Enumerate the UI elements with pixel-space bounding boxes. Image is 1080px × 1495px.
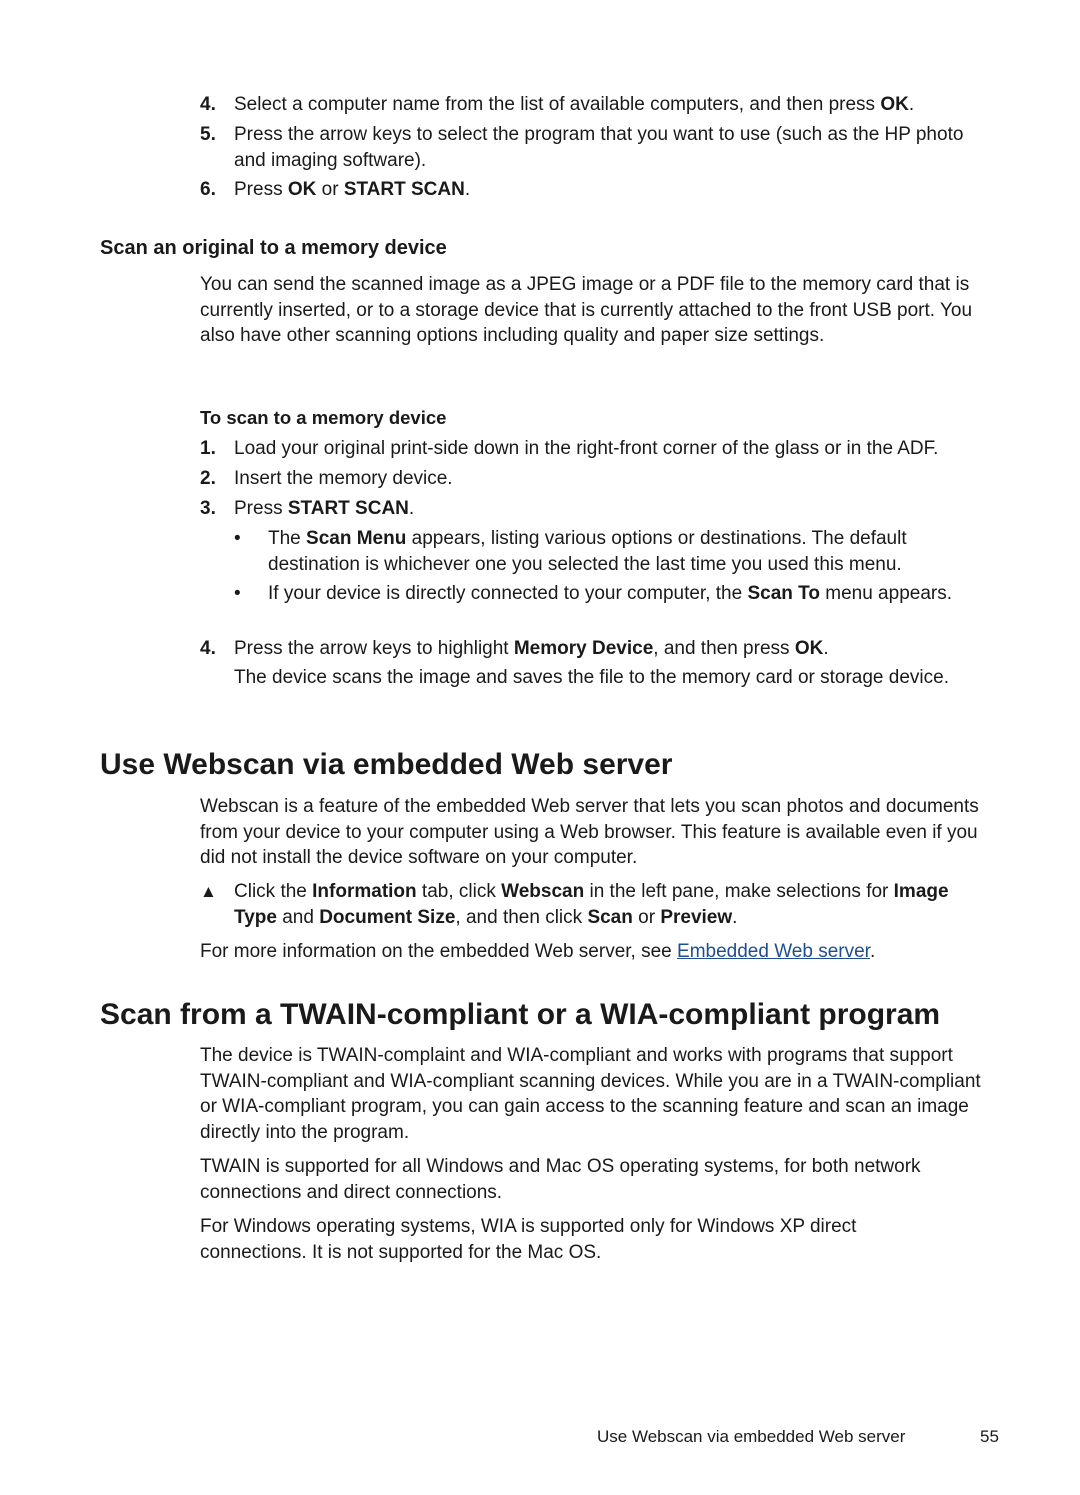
step-text-bold: OK — [794, 638, 824, 659]
step-number: 1. — [200, 438, 216, 459]
step-text-part: Press — [234, 498, 288, 519]
triangle-marker-icon: ▲ — [200, 882, 217, 901]
step-6-top — [200, 177, 1010, 203]
subheading-memory-steps: To scan to a memory device — [200, 407, 447, 428]
step-text-part: , and then press — [653, 638, 795, 659]
step-text-part: Press — [234, 179, 288, 200]
step-4-top — [200, 92, 1010, 118]
step-text-part: or — [632, 906, 661, 928]
step-text-bold: OK — [880, 94, 909, 115]
memory-step-4-note: The device scans the image and saves the file to the memory card or storage device. — [234, 667, 949, 688]
webscan-intro: Webscan is a feature of the embedded Web server that lets you scan photos and documents from your device to your computer using a Web browser. This feature is available even if you did not install the device software on your computer. — [200, 796, 979, 868]
bullet-text-bold: Scan Menu — [306, 528, 407, 549]
bullet-text — [268, 581, 954, 607]
step-text-bold: Information — [312, 881, 417, 902]
step-text-part: Click the — [234, 881, 313, 902]
step-text-part: or — [316, 179, 344, 200]
bullet-text-part: The — [268, 528, 307, 549]
step-number: 5. — [200, 124, 216, 145]
step-text — [234, 636, 1010, 662]
memory-step-2 — [200, 466, 1010, 492]
step-number: 4. — [200, 94, 216, 115]
embedded-web-server-link[interactable]: Embedded Web server — [677, 941, 870, 962]
step-text: Load your original print-side down in the right-front corner of the glass or in the ADF. — [234, 438, 939, 459]
bullet-text-bold: Scan To — [747, 583, 820, 604]
webscan-more-info — [200, 939, 1000, 965]
step-text — [234, 496, 1010, 522]
bullet-text-part: appears, listing various options or destinations. The default destination is whichever one you selected the last time you used this menu. — [268, 528, 907, 575]
step-text-part: . — [464, 179, 471, 200]
step-text-part: . — [408, 498, 415, 519]
twain-paragraph-2: TWAIN is supported for all Windows and Mac OS operating systems, for both network connections and direct connections. — [200, 1156, 921, 1203]
step-text-bold: Image Type — [234, 881, 949, 928]
footer-title: Use Webscan via embedded Web server — [597, 1427, 906, 1446]
bullet-text-part: menu appears. — [819, 583, 952, 604]
step-5-top — [200, 122, 980, 173]
step-number: 2. — [200, 468, 216, 489]
step-text-part: . — [823, 638, 829, 659]
step-text-part: , and then click — [455, 906, 588, 928]
twain-paragraph-1: The device is TWAIN-complaint and WIA-compliant and works with programs that support TWAIN-compliant and WIA-compliant scanning devices. While you are in a TWAIN-compliant or WIA-compliant program, you can gain access to the scanning feature and scan an image directly into the program. — [200, 1045, 981, 1143]
step-number: 6. — [200, 179, 216, 200]
bullet-text-part: If your device is directly connected to your computer, the — [268, 583, 748, 604]
memory-bullet-1 — [234, 526, 974, 577]
memory-step-4 — [200, 636, 1010, 662]
step-text-bold: Memory Device — [513, 638, 654, 659]
more-info-text: For more information on the embedded Web server, see — [200, 941, 678, 962]
twain-paragraph-3: For Windows operating systems, WIA is supported only for Windows XP direct connections. It is not supported for the Mac OS. — [200, 1216, 857, 1263]
step-text-bold: Document Size — [319, 906, 456, 928]
memory-step-3 — [200, 496, 1010, 522]
bullet-marker: • — [234, 528, 241, 549]
step-text-part: Press the arrow keys to highlight — [234, 638, 514, 659]
step-text: Press the arrow keys to select the program that you want to use (such as the HP photo and imaging software). — [234, 124, 964, 171]
section-heading-webscan: Use Webscan via embedded Web server — [100, 748, 673, 781]
step-text — [234, 92, 1010, 118]
section-heading-memory: Scan an original to a memory device — [100, 237, 447, 259]
more-info-text: . — [869, 941, 876, 962]
step-number: 4. — [200, 638, 216, 659]
step-text-bold: Webscan — [501, 881, 585, 902]
footer-page-number: 55 — [980, 1427, 999, 1446]
step-text: Insert the memory device. — [234, 468, 453, 489]
step-text-bold: Preview — [660, 906, 733, 928]
step-text-part: and — [276, 906, 320, 928]
step-text-bold: START SCAN — [287, 498, 409, 519]
step-text-part: . — [732, 906, 738, 928]
step-text-part: Select a computer name from the list of available computers, and then press — [234, 94, 881, 115]
step-text-bold: START SCAN — [343, 179, 465, 200]
step-text — [234, 177, 1010, 203]
memory-bullet-2 — [234, 581, 954, 607]
memory-intro: You can send the scanned image as a JPEG image or a PDF file to the memory card that is currently inserted, or to a storage device that is currently attached to the front USB port. You also have other scanning options including quality and paper size settings. — [200, 274, 973, 346]
memory-step-1 — [200, 436, 1010, 462]
bullet-text — [268, 526, 974, 577]
bullet-marker: • — [234, 583, 241, 604]
step-number: 3. — [200, 498, 216, 519]
section-heading-twain: Scan from a TWAIN-compliant or a WIA-compliant program — [100, 998, 941, 1031]
step-text-bold: Scan — [587, 906, 633, 928]
step-text-part: . — [908, 94, 915, 115]
step-text-bold: OK — [287, 179, 317, 200]
step-text-part: in the left pane, make selections for — [584, 881, 894, 902]
webscan-step — [200, 879, 960, 930]
webscan-step-text — [234, 879, 960, 930]
step-text-part: tab, click — [416, 881, 502, 902]
